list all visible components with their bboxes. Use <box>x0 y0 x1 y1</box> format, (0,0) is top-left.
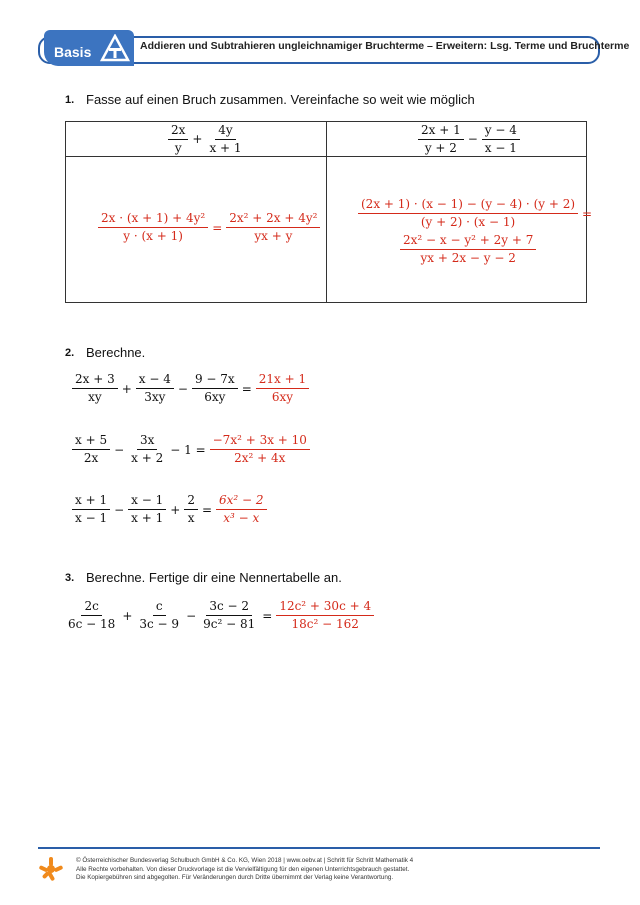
task3-answer-1: $\frac{\text{12c² + 30c + 4}}{\text{18c² − 162}}$ <box>276 598 374 633</box>
task2-number: 2. <box>65 347 75 359</box>
task3-number: 3. <box>65 572 75 584</box>
task2-expression-3: $\frac{x + 1}{x - 1}$ − $\frac{x - 1}{x + 1}$ + $\frac{2}{x}$ = $\frac{\text{6x² − 2}}{\text{x³ − x}}$ <box>70 492 269 527</box>
footer-copyright <box>76 857 413 883</box>
footer-divider <box>38 847 600 849</box>
task1-left-answer: $\frac{\text{2x · (x + 1) + 4y²}}{y \cdot (x + 1)}$ = $\frac{\text{2x² + 2x + 4y²}}{yx + y}$ <box>96 210 322 245</box>
level-badge <box>44 30 134 66</box>
footer-line-2: Alle Rechte vorbehalten. Von dieser Druckvorlage ist die Vervielfältigung für den eigenen Unterrichtsgebrauch gestattet. <box>76 865 410 873</box>
task2-answer-1: $\frac{21x + 1}{6xy}$ <box>256 371 309 406</box>
task2-answer-2: $\frac{\text{−7x² + 3x + 10}}{\text{2x² + 4x}}$ <box>210 432 310 467</box>
page-title: Addieren und Subtrahieren ungleichnamiger Bruchterme – Erweitern: Lsg. Terme und Bruchterme <box>140 40 630 52</box>
task2-expression-2: $\frac{x + 5}{2x}$ − $\frac{3x}{x + 2}$ − 1 = $\frac{\text{−7x² + 3x + 10}}{\text{2x² + 4x}}$ <box>70 432 312 467</box>
task1-table <box>65 121 593 303</box>
task1-left-question: $\frac{2x}{y}$ + $\frac{4y}{x + 1}$ <box>166 122 247 156</box>
task2-expression-1: $\frac{2x + 3}{xy}$ + $\frac{x - 4}{3xy}$ − $\frac{9 - 7x}{6xy}$ = $\frac{21x + 1}{6xy}$ <box>70 371 311 406</box>
task1-right-answer-step2: $\frac{\text{2x² − x − y² + 2y + 7}}{yx + 2x - y - 2}$ <box>398 232 538 267</box>
footer-line-3: Die Kopiergebühren sind abgegolten. Für Veränderungen durch Dritte übernimmt der Verlag keine Verantwortung. <box>76 874 394 881</box>
footer-line-1: © Österreichischer Bundesverlag Schulbuch GmbH & Co. KG, Wien 2018 | www.oebv.at | Schritt für Schritt Mathematik 4 <box>76 857 414 864</box>
task1-instruction: Fasse auf einen Bruch zusammen. Vereinfache so weit wie möglich <box>86 92 475 107</box>
task3-instruction: Berechne. Fertige dir eine Nennertabelle an. <box>86 570 342 585</box>
publisher-logo-icon <box>38 856 64 882</box>
task1-right-answer-step1: $\frac{(2x + 1) \cdot (x - 1) - (y - 4) \cdot (y + 2)}{(y + 2) \cdot (x - 1)}$ = <box>356 196 594 231</box>
triangle-logo-icon <box>100 34 130 62</box>
task2-instruction: Berechne. <box>86 345 146 360</box>
task1-number: 1. <box>65 94 75 106</box>
level-badge-label: Basis <box>54 44 92 60</box>
task2-answer-3: $\frac{\text{6x² − 2}}{\text{x³ − x}}$ <box>216 492 267 527</box>
task1-right-question: $\frac{2x + 1}{y + 2}$ − $\frac{y - 4}{x - 1}$ <box>416 122 522 156</box>
task3-expression-1: $\frac{2c}{6c - 18}$ + $\frac{c}{3c - 9}$ − $\frac{3c - 2}{\text{9c² − 81}}$ = $\frac{\text{12c² + 30c + 4}}{\text{18c² − 162}}$ <box>63 598 376 633</box>
